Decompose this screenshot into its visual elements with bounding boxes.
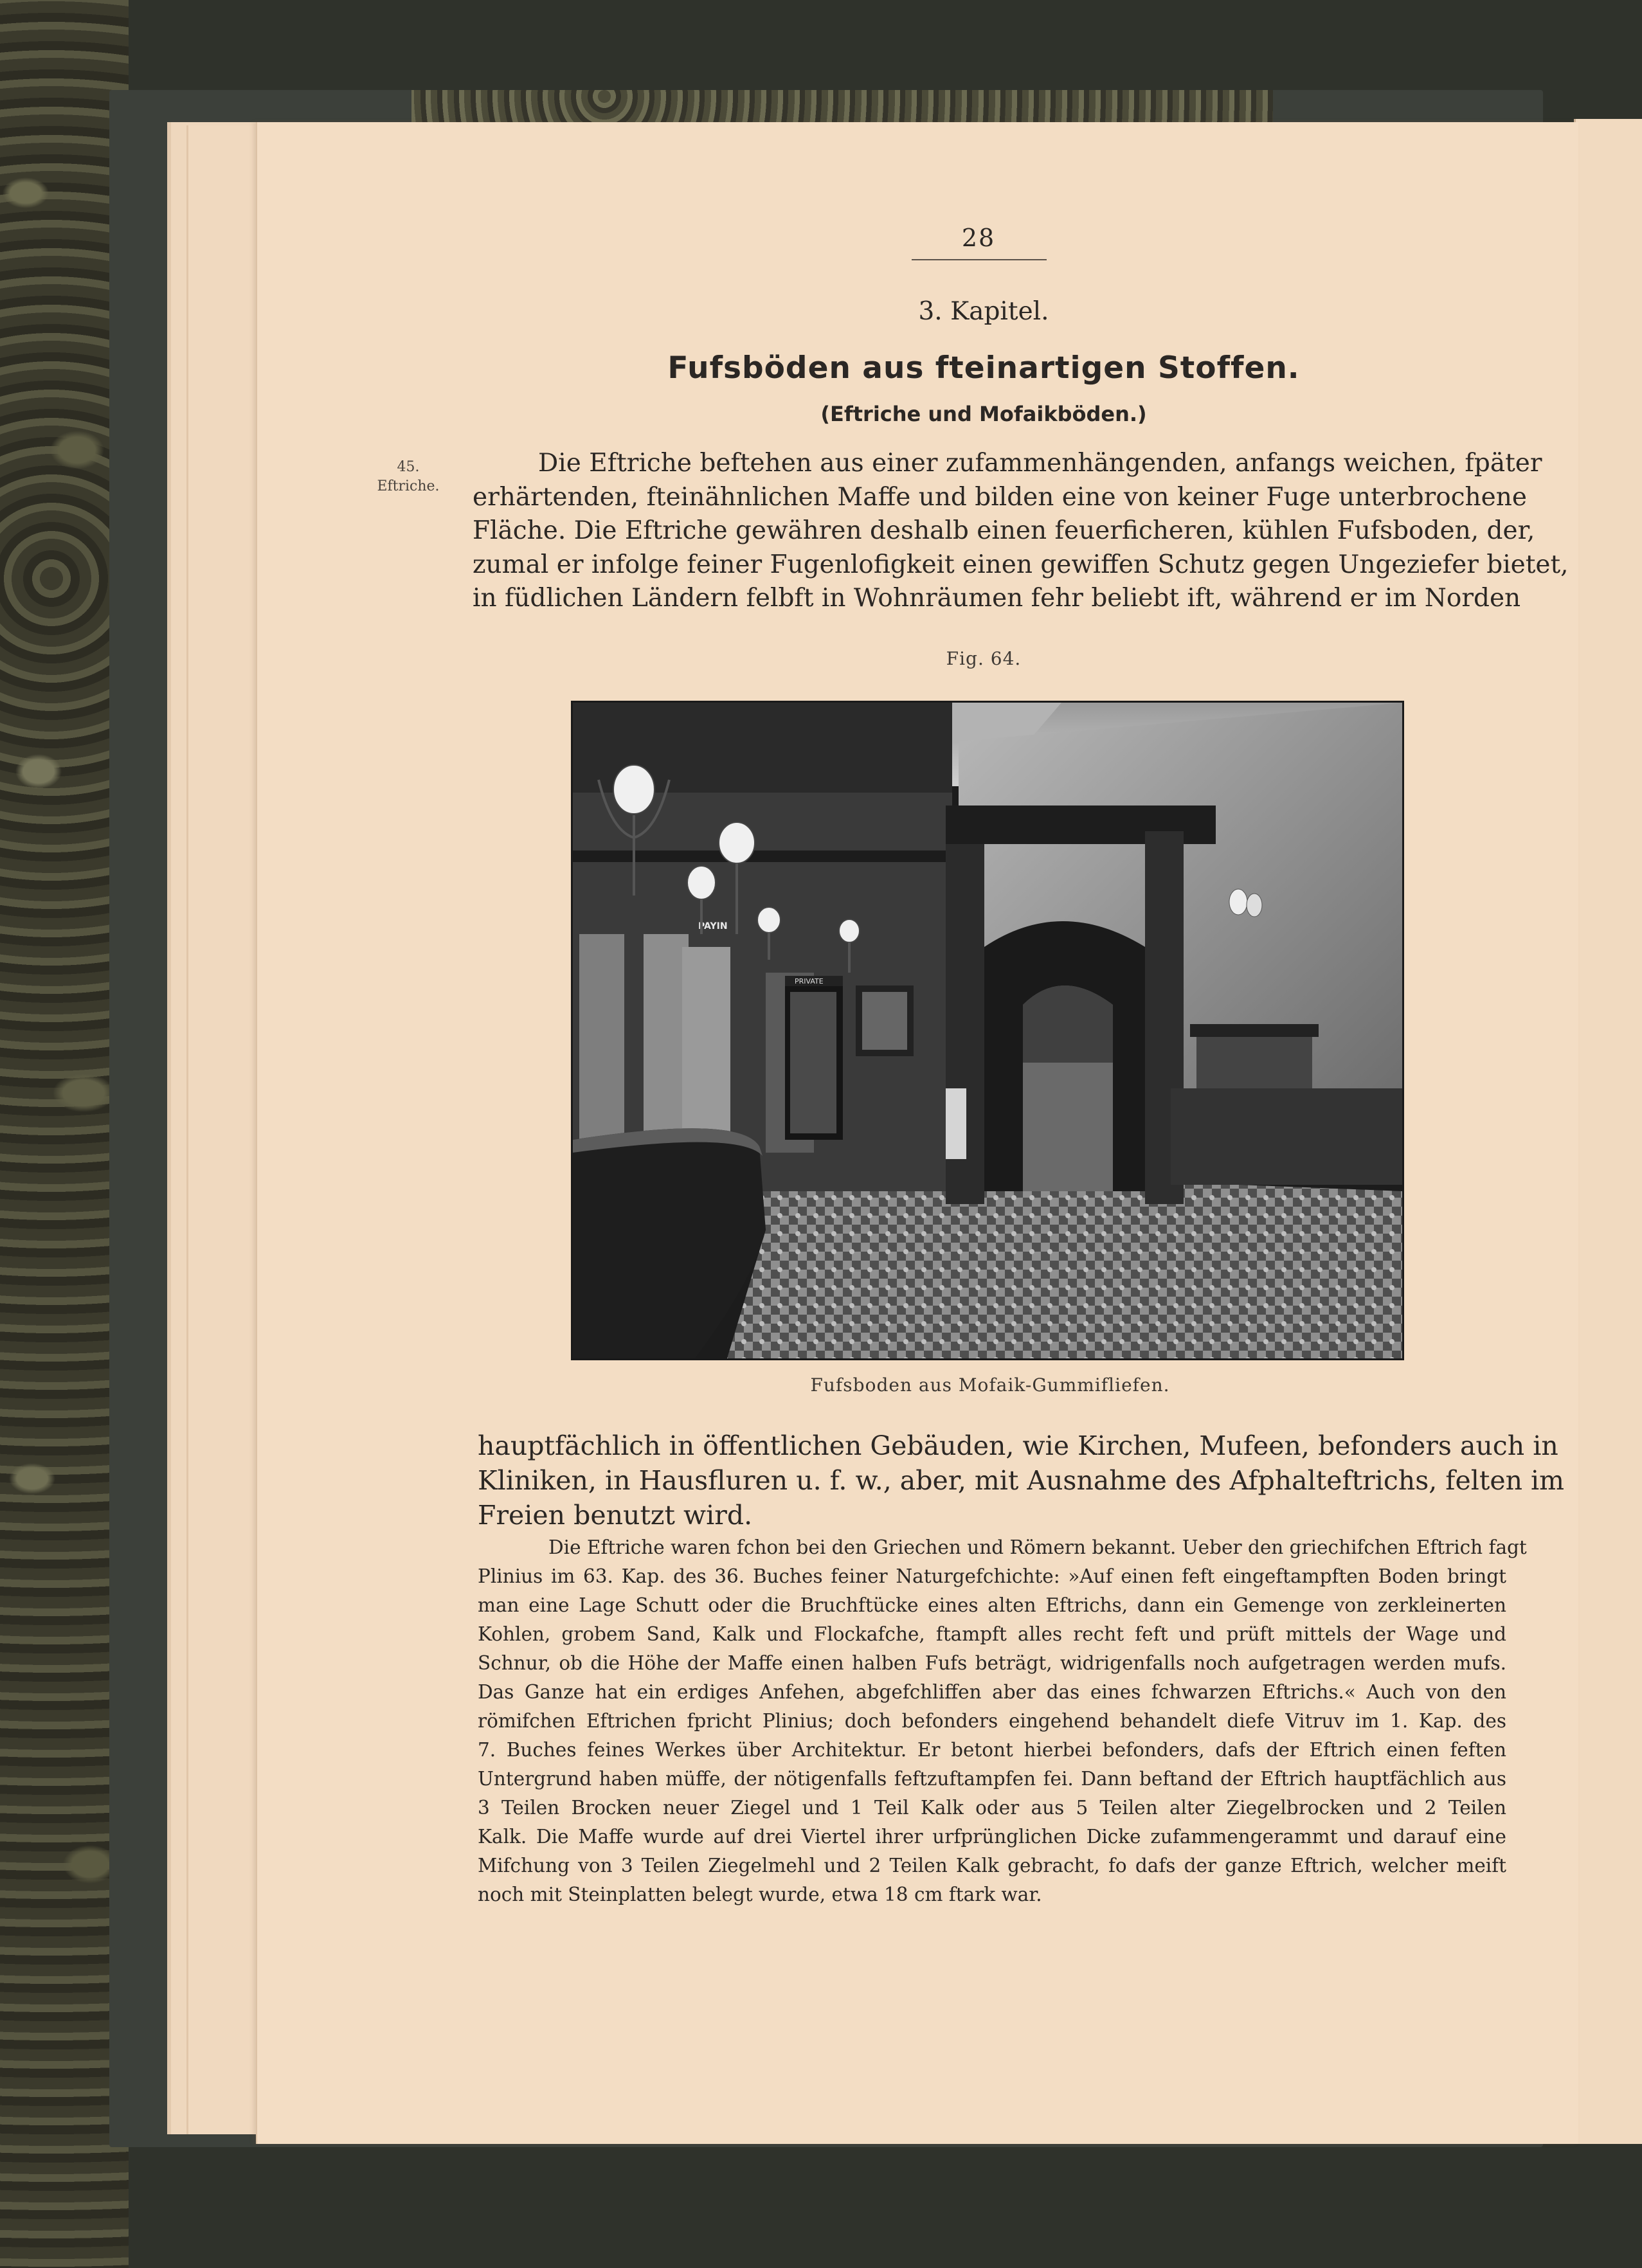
note-line: 3 Teilen Brocken neuer Ziegel und 1 Teil Kalk oder aus 5 Teilen alter Ziegelbrocken und 2 Teilen: [478, 1797, 1506, 1819]
paragraph-line: in füdlichen Ländern felbft in Wohnräumen fehr beliebt ift, während er im Norden: [473, 584, 1521, 613]
paragraph-line: hauptfächlich in öffentlichen Gebäuden, wie Kirchen, Mufeen, befonders auch in: [478, 1430, 1558, 1461]
note-line: Plinius im 63. Kap. des 36. Buches feiner Naturgefchichte: »Auf einen feft eingeftampften Boden bringt: [478, 1565, 1506, 1587]
paragraph-line: Fläche. Die Eftriche gewähren deshalb einen feuerficheren, kühlen Fufsboden, der,: [473, 516, 1535, 545]
paragraph-line: Kliniken, in Hausfluren u. f. w., aber, mit Ausnahme des Afphalteftrichs, felten im: [478, 1465, 1565, 1496]
section-subtitle: (Eftriche und Mofaikböden.): [820, 402, 1147, 426]
note-line: Schnur, ob die Höhe der Maffe einen halben Fufs beträgt, widrigenfalls noch aufgetragen werden mufs.: [478, 1652, 1506, 1674]
note-line: Kalk. Die Maffe wurde auf drei Viertel ihrer urfprünglichen Dicke zufammengerammt und darauf eine: [478, 1826, 1506, 1848]
facing-page-edge: [1574, 119, 1642, 2144]
note-line: Kohlen, grobem Sand, Kalk und Flockafche, ftampft alles recht feft und prüft mittels der Wage und: [478, 1623, 1506, 1645]
chapter-heading: 3. Kapitel.: [918, 297, 1049, 326]
marginal-number: 45.: [397, 459, 420, 475]
section-title: Fufsböden aus fteinartigen Stoffen.: [667, 350, 1300, 386]
note-line: noch mit Steinplatten belegt wurde, etwa 18 cm ftark war.: [478, 1884, 1042, 1905]
note-line: Das Ganze hat ein erdiges Anfehen, abgefchliffen aber das eines fchwarzen Eftrichs.« Auch von den: [478, 1681, 1506, 1703]
note-line: Untergrund haben müffe, der nötigenfalls feftzuftampfen fei. Dann beftand der Eftrich hauptfächlich aus: [478, 1768, 1506, 1790]
figure-photo: [571, 701, 1404, 1360]
cover-marble-strip: [411, 90, 1273, 122]
note-line: Mifchung von 3 Teilen Ziegelmehl und 2 Teilen Kalk gebracht, fo dafs der ganze Eftrich, welcher meift: [478, 1855, 1506, 1877]
note-line: man eine Lage Schutt oder die Bruchftücke eines alten Eftrichs, dann ein Gemenge von zerkleinerten: [478, 1594, 1506, 1616]
page-number: 28: [961, 224, 996, 252]
paragraph-line: Freien benutzt wird.: [478, 1500, 753, 1531]
counter-sign: PAYIN: [698, 921, 728, 932]
paragraph-line: zumal er infolge feiner Fugenlofigkeit einen gewiffen Schutz gegen Ungeziefer bietet,: [473, 550, 1569, 579]
figure-caption: Fufsboden aus Mofaik-Gummifliefen.: [810, 1374, 1170, 1396]
figure-label: Fig. 64.: [946, 648, 1022, 669]
page-number-rule: [912, 259, 1047, 260]
note-line: römifchen Eftrichen fpricht Plinius; doch befonders eingehend behandelt diefe Vitruv im 1. Kap. des: [478, 1710, 1506, 1732]
paragraph-2: [478, 1428, 1565, 1533]
marginal-label: Eftriche.: [377, 478, 440, 494]
interior-hall-illustration: [573, 703, 1402, 1358]
small-print-note: [478, 1533, 1527, 1909]
paragraph-line: Die Eftriche beftehen aus einer zufammenhängenden, anfangs weichen, fpäter: [538, 449, 1542, 478]
door-sign: PRIVATE: [795, 977, 824, 986]
paragraph-1: [473, 447, 1569, 616]
paragraph-line: erhärtenden, fteinähnlichen Maffe und bilden eine von keiner Fuge unterbrochene: [473, 482, 1527, 512]
note-line: 7. Buches feines Werkes über Architektur. Er betont hierbei befonders, dafs der Eftrich einen feften: [478, 1739, 1506, 1761]
note-line: Die Eftriche waren fchon bei den Griechen und Römern bekannt. Ueber den griechifchen Eftrich fagt: [548, 1536, 1527, 1558]
marginal-note: [357, 458, 460, 496]
